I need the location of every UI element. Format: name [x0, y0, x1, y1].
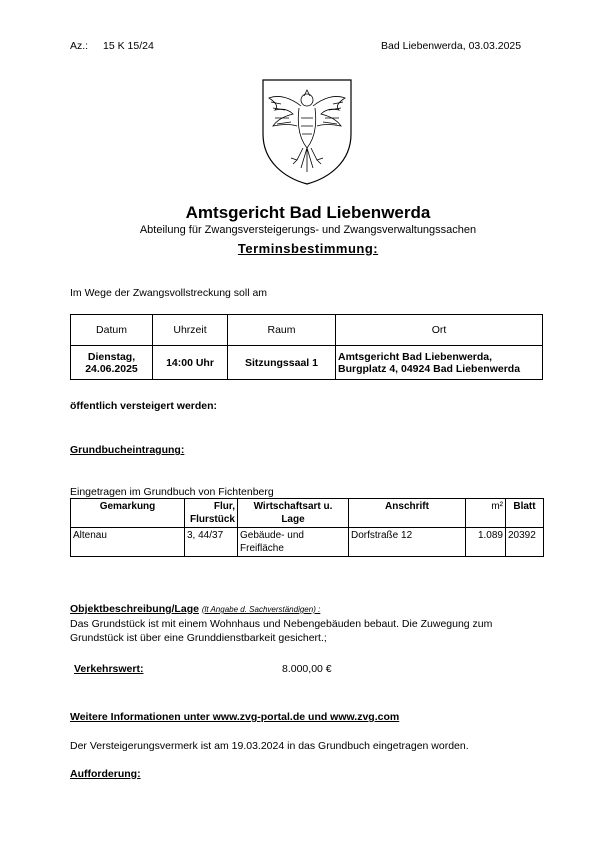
header-blatt: Blatt — [506, 499, 544, 528]
coat-of-arms-icon — [261, 78, 353, 186]
objekt-line-2: Grundstück ist über eine Grunddienstbarkeit gesichert.; — [70, 632, 327, 644]
place-and-date: Bad Liebenwerda, 03.03.2025 — [381, 40, 522, 52]
header-raum: Raum — [228, 315, 336, 346]
header-ort: Ort — [336, 315, 543, 346]
court-name: Amtsgericht Bad Liebenwerda — [185, 203, 431, 222]
cell-wirtschaftsart: Gebäude- und Freifläche — [238, 528, 349, 557]
cell-blatt: 20392 — [506, 528, 544, 557]
verkehrswert-value: 8.000,00 € — [282, 663, 332, 675]
case-number: 15 K 15/24 — [103, 40, 154, 52]
grundbuch-table — [70, 498, 544, 557]
auction-text: öffentlich versteigert werden: — [70, 400, 218, 412]
appointment-place: Amtsgericht Bad Liebenwerda, Burgplatz 4, 04924 Bad Liebenwerda — [336, 346, 543, 380]
appointment-date: Dienstag, 24.06.2025 — [71, 346, 153, 380]
cell-qm: 1.089 — [466, 528, 506, 557]
header-uhrzeit: Uhrzeit — [153, 315, 228, 346]
objekt-heading: Objektbeschreibung/Lage — [70, 603, 199, 615]
objekt-heading-line — [70, 603, 320, 615]
objekt-line-1: Das Grundstück ist mit einem Wohnhaus und Nebengebäuden bebaut. Die Zuwegung zum — [70, 618, 493, 630]
cell-anschrift: Dorfstraße 12 — [349, 528, 466, 557]
cell-gemarkung: Altenau — [71, 528, 185, 557]
header-anschrift: Anschrift — [349, 499, 466, 528]
header-wirtschaftsart: Wirtschaftsart u. Lage — [238, 499, 349, 528]
info-line: Weitere Informationen unter www.zvg-portal.de und www.zvg.com — [70, 711, 400, 723]
court-department: Abteilung für Zwangsversteigerungs- und Zwangsverwaltungssachen — [139, 224, 477, 236]
table-row — [71, 528, 544, 557]
header-qm: m² — [466, 499, 506, 528]
document-title: Terminsbestimmung: — [237, 241, 379, 256]
case-number-label: Az.: — [70, 40, 89, 52]
grundbuch-heading: Grundbucheintragung: — [70, 444, 185, 456]
vermerk-text: Der Versteigerungsvermerk ist am 19.03.2024 in das Grundbuch eingetragen worden. — [70, 740, 469, 752]
header-gemarkung: Gemarkung — [71, 499, 185, 528]
cell-flur: 3, 44/37 — [185, 528, 238, 557]
appointment-time: 14:00 Uhr — [153, 346, 228, 380]
aufforderung-heading: Aufforderung: — [70, 768, 141, 780]
grundbuch-registered: Eingetragen im Grundbuch von Fichtenberg — [70, 486, 274, 498]
header-datum: Datum — [71, 315, 153, 346]
verkehrswert-label: Verkehrswert: — [74, 663, 144, 675]
header-flur: Flur, Flurstück — [185, 499, 238, 528]
appointment-table — [70, 314, 543, 380]
intro-text: Im Wege der Zwangsvollstreckung soll am — [70, 287, 268, 299]
objekt-note: (lt Angabe d. Sachverständigen) : — [201, 605, 321, 614]
appointment-room: Sitzungssaal 1 — [228, 346, 336, 380]
